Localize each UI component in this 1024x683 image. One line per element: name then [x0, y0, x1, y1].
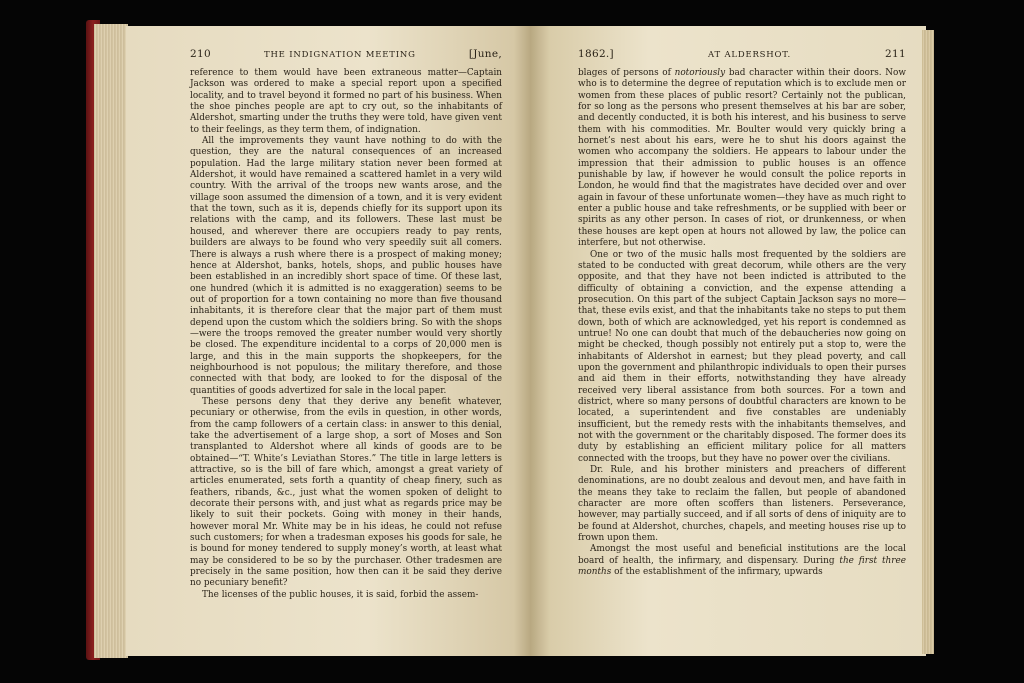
right-page	[530, 26, 926, 656]
paragraph: These persons deny that they derive any benefit whatever, pecuniary or otherwise, from the evils in question, in other words, from the camp followers of a certain class: in answer to this denial, take the advertisement of a large shop, a sort of Moses and Son transplanted to Aldershot where all kinds of goods are to be obtained—“T. White’s Leviathan Stores.” The title in large letters is attractive, so is the bill of fare which, amongst a great variety of articles enumerated, sets forth a quantity of cheap finery, such as feathers, ribands, &c., just what the women spoken of delight to decorate their persons with, and just what as regards price may be likely to suit their pockets. Going with money in their hands, however moral Mr. White may be in his ideas, he could not refuse such customers; for when a tradesman exposes his goods for sale, he is bound for money tendered to supply money’s worth, at least what may be considered to be so by the purchaser. Other tradesmen are precisely in the same position, how then can it be said they derive no pecuniary benefit?	[190, 396, 502, 589]
left-page-text	[190, 68, 502, 601]
text-run: Amongst the most useful and beneficial institutions are the local board of health, the infirmary, and dispensary. During	[578, 544, 906, 566]
paragraph: reference to them would have been extraneous matter—Captain Jackson was ordered to make a special report upon a specified locality, and to travel beyond it formed no part of his business. When the shoe pinches people are apt to cry out, so the inhabitants of Aldershot, smarting under the truths they were told, have given vent to their feelings, as they term them, of indignation.	[190, 68, 502, 135]
paragraph	[578, 544, 906, 578]
right-running-date: 1862.]	[578, 48, 614, 60]
paragraph: Dr. Rule, and his brother ministers and preachers of different denominations, are no doubt zealous and devout men, and have faith in the means they take to reclaim the fallen, but people of abandoned character are more often scoffers than listeners. Perseverance, however, may partially succeed, and if all sorts of dens of iniquity are to be found at Aldershot, churches, chapels, and meeting houses rise up to frown upon them.	[578, 465, 906, 544]
right-running-title: AT ALDERSHOT.	[708, 50, 791, 60]
text-run: of the establishment of the infirmary, upwards	[611, 567, 823, 578]
text-run: bad character within their doors. Now who is to determine the degree of reputation which is to exclude men or women from these places of public resort? Certainly not the publican, for so long as the persons who present themselves at his bar are sober, and decently conducted, it is both his interest, and his business to serve them with his commodities. Mr. Boulter would very quickly bring a hornet’s nest about his ears, were he to shut his doors against the women who accompany the soldiers. He appears to labour under the impression that their admission to public houses is an offence punishable by law, if however he would consult the police reports in London, he would find that the magistrates have decided over and over again in favour of these unfortunate women—they have as much right to enter a public house and take refreshments, or be supplied with beer or spirits as any other person. In cases of riot, or drunkenness, or when these houses are kept open at hours not allowed by law, the police can interfere, but not otherwise.	[578, 68, 906, 249]
left-page-number: 210	[190, 48, 211, 60]
text-run: blages of persons of	[578, 68, 675, 78]
italic-text: notoriously	[674, 68, 726, 78]
right-running-head	[578, 48, 906, 60]
left-page	[126, 26, 530, 656]
italic-text: the first three months	[578, 555, 906, 578]
open-book	[86, 16, 938, 662]
paragraph: The licenses of the public houses, it is said, forbid the assem-	[202, 589, 479, 600]
paragraph: One or two of the music halls most frequented by the soldiers are stated to be conducted with great decorum, while others are the very opposite, and that they have not been indicted is attributed to the difficulty of obtaining a conviction, and the expense attending a prosecution. On this part of the subject Captain Jackson says no more—that, these evils exist, and that the inhabitants take no steps to put them down, both of which are acknowledged, yet his report is condemned as untrue! No one can doubt that much of the debaucheries now going on might be checked, though possibly not entirely put a stop to, were the inhabitants of Aldershot in earnest; but they plead poverty, and call upon the government and philanthropic individuals to open their purses and aid them in their efforts, notwithstanding they have already received very liberal assistance from both sources. For a town and district, where so many persons of doubtful characters are known to be located, a superintendent and five constables are undeniably insufficient, but the remedy rests with the inhabitants themselves, and not with the government or the charitably disposed. The former does its duty by establishing an efficient military police for all matters connected with the troops, but they have no power over the civilians.	[578, 249, 906, 464]
paragraph	[578, 68, 906, 250]
left-running-date: [June,	[468, 48, 502, 60]
left-running-title: THE INDIGNATION MEETING	[264, 50, 416, 60]
left-running-head	[190, 48, 502, 60]
right-page-edges	[922, 30, 934, 654]
right-page-number: 211	[885, 48, 906, 60]
left-page-edges	[94, 24, 128, 658]
paragraph: All the improvements they vaunt have nothing to do with the question, they are the natural consequences of an increased population. Had the large military station never been formed at Aldershot, it would have remained a scattered hamlet in a very wild country. With the arrival of the troops new wants arose, and the village soon assumed the dimension of a town, and it is very evident that the town, such as it is, depends chiefly for its support upon its relations with the camp, and its followers. These last must be housed, and wherever there are occupiers ready to pay rents, builders are always to be found who very speedily suit all comers. There is always a rush where there is a prospect of making money; hence at Aldershot, banks, hotels, shops, and public houses have been established in an incredibly short space of time. Of these last, one hundred (which it is admitted is no exaggeration) seems to be out of proportion for a town containing no more than five thousand inhabitants, it is therefore clear that the major part of them must depend upon the custom which the soldiers bring. So with the shops—were the troops removed the greater number would very shortly be closed. The expenditure incidental to a corps of 20,000 men is large, and this in the main supports the shopkeepers, for the neighbourhood is not populous; the military therefore, and those connected with that body, are looked to for the disposal of the quantities of goods advertized for sale in the local paper.	[190, 136, 502, 396]
right-page-text	[578, 68, 906, 578]
